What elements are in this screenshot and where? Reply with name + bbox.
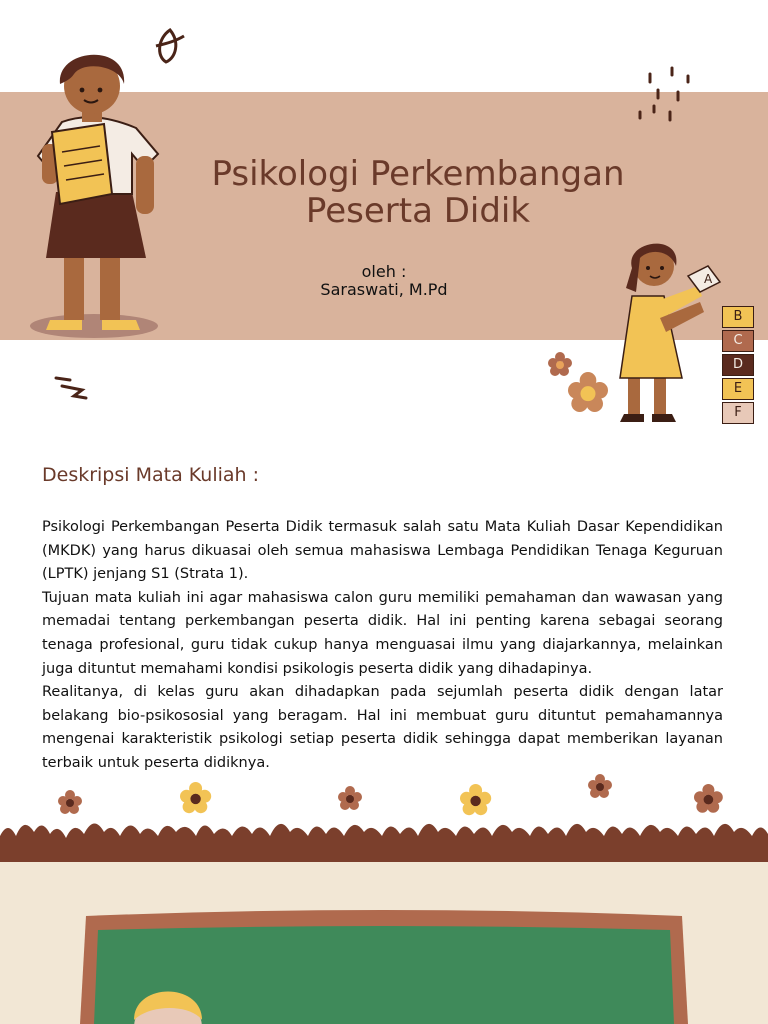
title-line-1: Psikologi Perkembangan [211, 154, 625, 194]
letter-block: C [722, 330, 754, 352]
document-title [208, 156, 628, 230]
section-heading: Deskripsi Mata Kuliah : [42, 464, 259, 486]
letter-block: D [722, 354, 754, 376]
author-label: oleh : [361, 262, 407, 281]
letter-block: B [722, 306, 754, 328]
blackboard-illustration [76, 908, 692, 1024]
letter-blocks [722, 306, 754, 424]
description-paragraph: Psikologi Perkembangan Peserta Didik termasuk salah satu Mata Kuliah Dasar Kependidikan (MKDK) yang harus dikuasai oleh semua mahasiswa Lembaga Pendidikan Tenaga Keguruan (LPTK) jenjang S1 (Strata 1). [42, 519, 723, 583]
letter-block: F [722, 402, 754, 424]
squiggle-doodle-icon [52, 372, 92, 404]
author-name: Saraswati, M.Pd [320, 280, 448, 299]
letter-block: E [722, 378, 754, 400]
sparkle-doodle-icon [636, 64, 696, 124]
flower-icon [568, 372, 608, 412]
grass-border [0, 812, 768, 864]
description-paragraph: Realitanya, di kelas guru akan dihadapkan pada sejumlah peserta didik dengan latar belakang bio-psikososial yang beragam. Hal ini membuat guru dituntut pemahamannya mengenai karakteristik psikologi setiap peserta didik sehingga dapat memberikan layanan terbaik untuk peserta didiknya. [42, 684, 723, 771]
course-description [42, 516, 723, 776]
cube-letter: A [704, 272, 713, 286]
title-line-2: Peserta Didik [305, 191, 531, 231]
girl-with-papers-illustration [24, 44, 174, 344]
description-paragraph: Tujuan mata kuliah ini agar mahasiswa calon guru memiliki pemahaman dan wawasan yang memadai tentang perkembangan peserta didik. Hal ini penting karena sebagai seorang tenaga profesional, guru tidak cukup hanya menguasai ilmu yang diajarkannya, melainkan juga dituntut memahami kondisi psikologis peserta didik yang dihadapinya. [42, 589, 723, 677]
